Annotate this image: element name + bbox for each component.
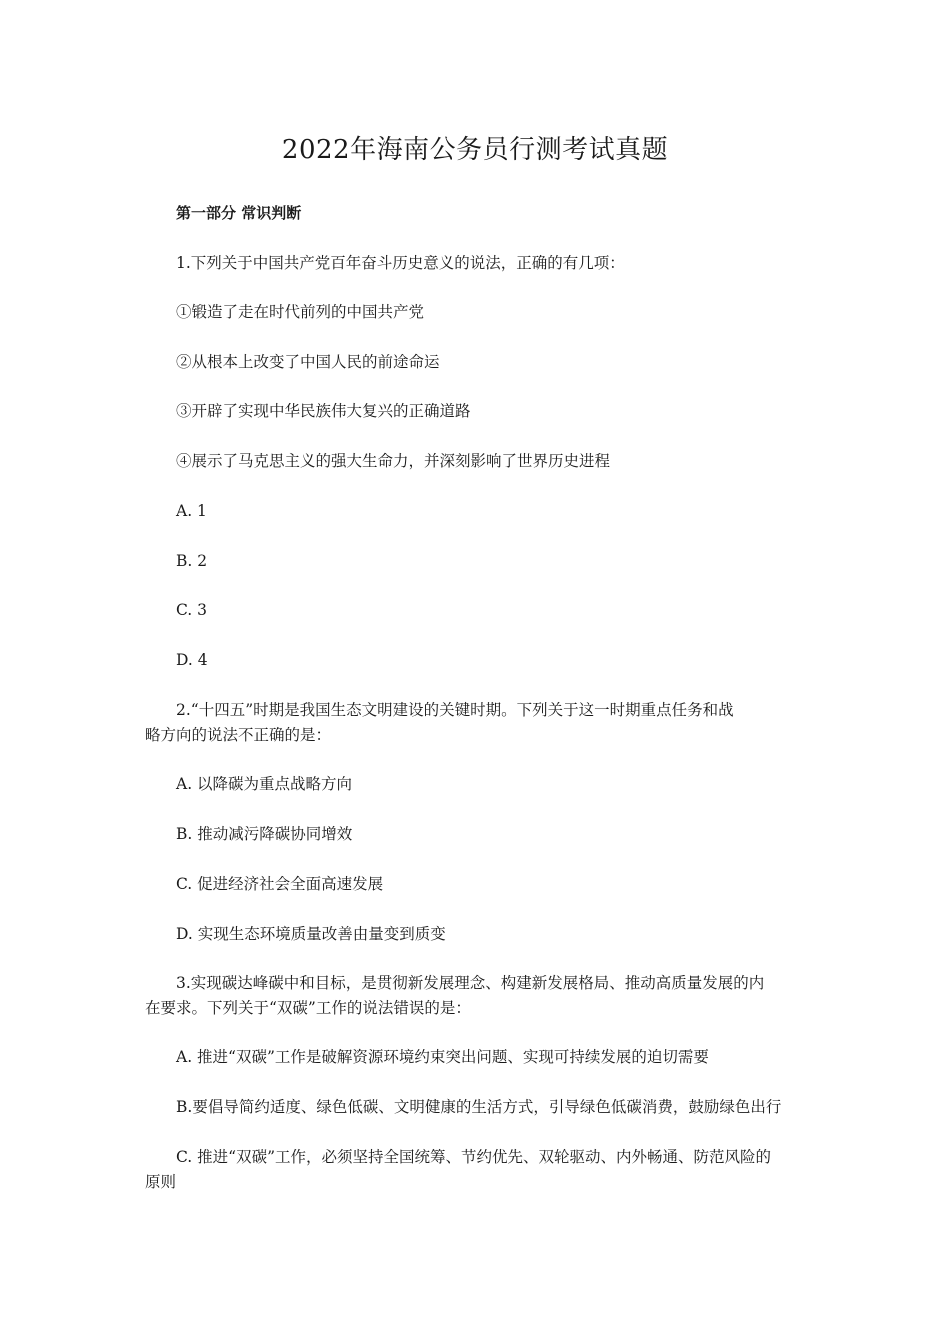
question-1-option-c: C. 3 [176, 601, 208, 619]
question-1-statement-4: ④展示了马克思主义的强大生命力，并深刻影响了世界历史进程 [176, 452, 611, 470]
document-title: 2022年海南公务员行测考试真题 [281, 135, 669, 165]
question-1-option-b: B. 2 [176, 552, 208, 570]
question-1-statement-2: ②从根本上改变了中国人民的前途命运 [176, 353, 440, 371]
question-1-statement-1: ①锻造了走在时代前列的中国共产党 [176, 303, 425, 321]
question-2-option-b: B. 推动减污降碳协同增效 [176, 825, 353, 843]
question-2-option-a: A. 以降碳为重点战略方向 [176, 775, 353, 793]
question-2-option-c: C. 促进经济社会全面高速发展 [176, 875, 384, 893]
question-3-option-b: B.要倡导简约适度、绿色低碳、文明健康的生活方式，引导绿色低碳消费，鼓励绿色出行 [176, 1098, 782, 1116]
question-2-stem-line2: 略方向的说法不正确的是： [145, 726, 332, 744]
question-3-stem-line2: 在要求。下列关于“双碳”工作的说法错误的是： [145, 999, 471, 1017]
question-3-option-c-line2: 原则 [145, 1173, 177, 1191]
question-1-option-d: D. 4 [176, 651, 208, 669]
question-3-option-c-line1: C. 推进“双碳”工作，必须坚持全国统筹、节约优先、双轮驱动、内外畅通、防范风险的 [176, 1148, 772, 1166]
question-3-option-a: A. 推进“双碳”工作是破解资源环境约束突出问题、实现可持续发展的迫切需要 [176, 1048, 709, 1066]
question-1-statement-3: ③开辟了实现中华民族伟大复兴的正确道路 [176, 402, 471, 420]
question-3-stem-line1: 3.实现碳达峰碳中和目标，是贯彻新发展理念、构建新发展格局、推动高质量发展的内 [176, 974, 765, 992]
section-heading: 第一部分 常识判断 [176, 204, 302, 222]
question-1-option-a: A. 1 [176, 502, 207, 520]
question-2-option-d: D. 实现生态环境质量改善由量变到质变 [176, 925, 446, 943]
question-2-stem-line1: 2.“十四五”时期是我国生态文明建设的关键时期。下列关于这一时期重点任务和战 [176, 701, 734, 719]
question-1-stem: 1.下列关于中国共产党百年奋斗历史意义的说法，正确的有几项： [176, 254, 625, 272]
